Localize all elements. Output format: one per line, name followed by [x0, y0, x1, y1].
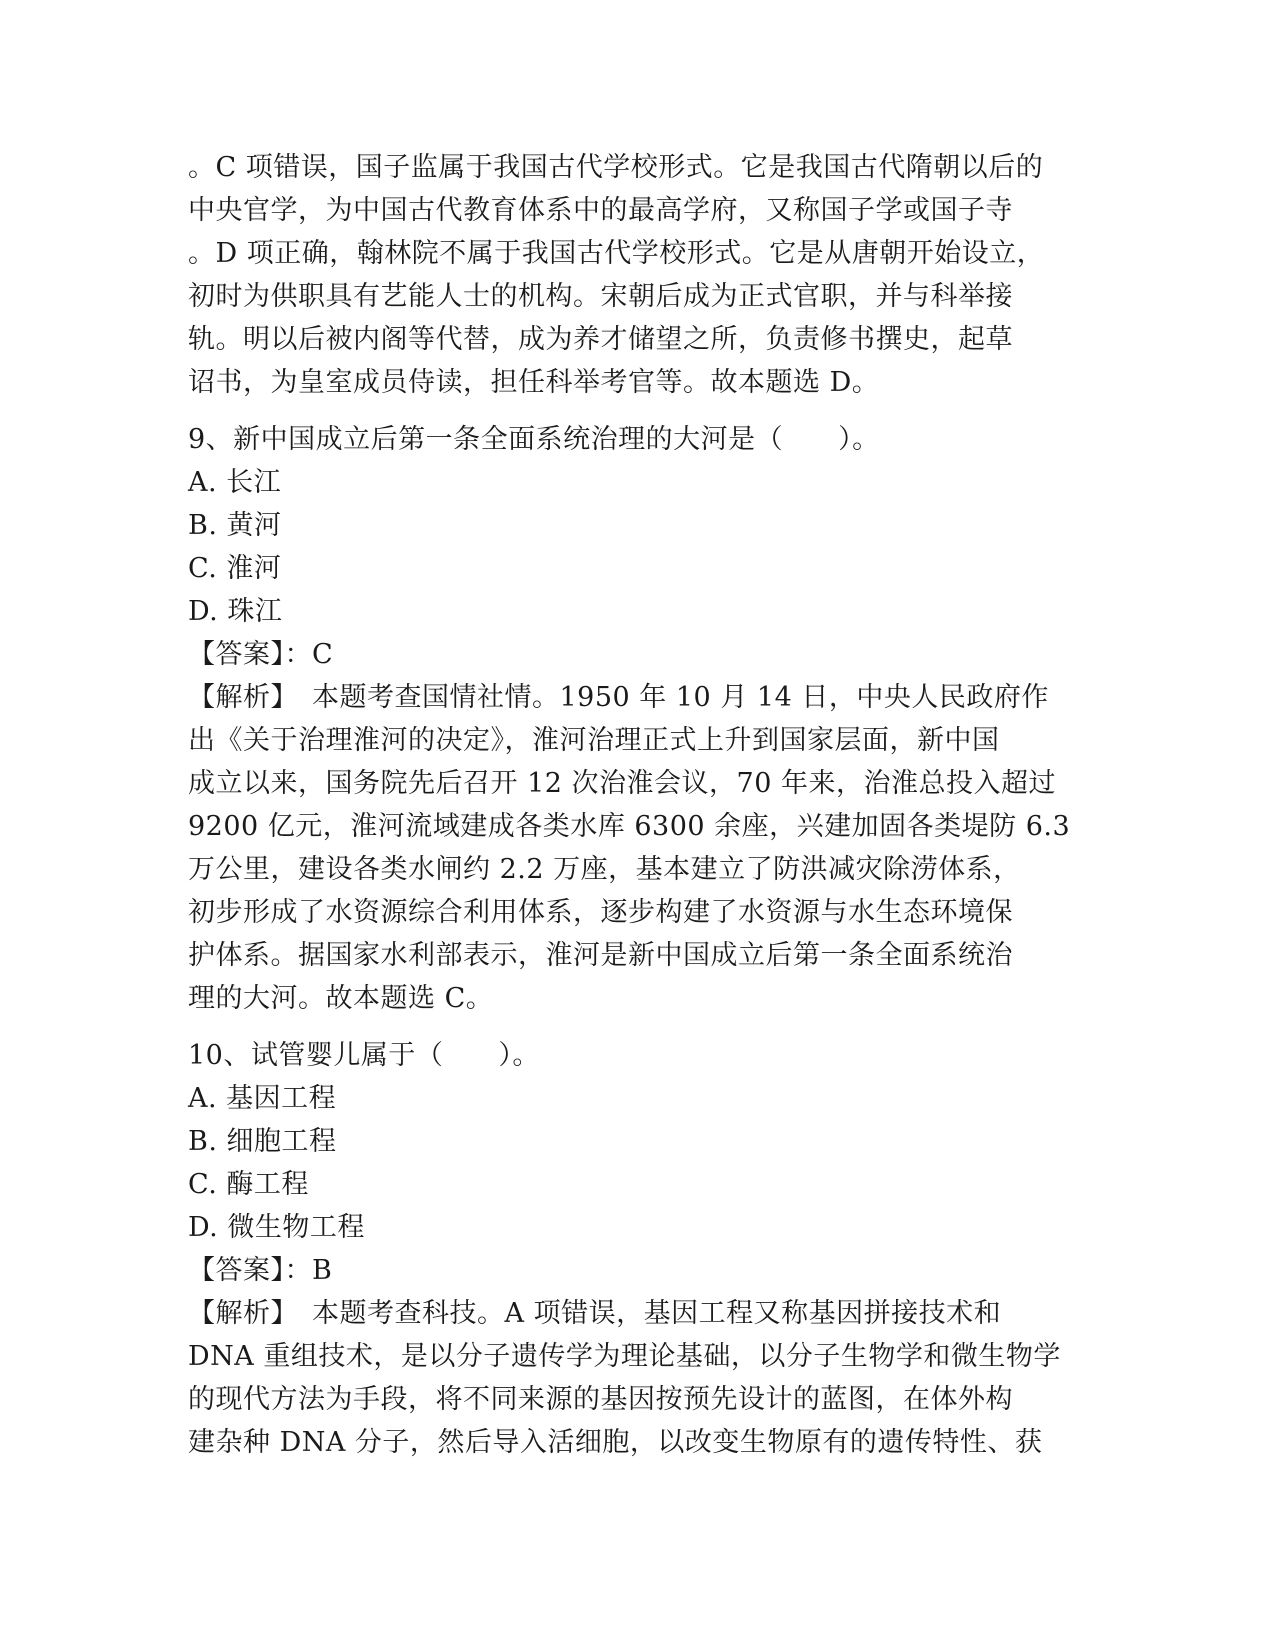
text-line: 。D 项正确，翰林院不属于我国古代学校形式。它是从唐朝开始设立，: [188, 238, 1045, 269]
option-a: A. 长江: [188, 467, 282, 498]
spacer: [188, 1020, 1088, 1034]
text-line: 初步形成了水资源综合利用体系，逐步构建了水资源与水生态环境保: [188, 897, 1013, 928]
option-c: C. 酶工程: [188, 1169, 309, 1200]
document-page: [188, 146, 1088, 1464]
text-line: 9200 亿元，淮河流域建成各类水库 6300 余座，兴建加固各类堤防 6.3: [188, 811, 1071, 842]
spacer: [188, 404, 1088, 418]
question-text: 9、新中国成立后第一条全面系统治理的大河是（ ）。: [188, 424, 880, 455]
text-line: 万公里，建设各类水闸约 2.2 万座，基本建立了防洪减灾除涝体系，: [188, 854, 1021, 885]
option-c: C. 淮河: [188, 553, 282, 584]
answer-line: 【答案】：C: [188, 639, 334, 670]
option-b: B. 黄河: [188, 510, 282, 541]
text-line: 【解析】 本题考查科技。A 项错误，基因工程又称基因拼接技术和: [188, 1298, 1002, 1329]
text-line: 的现代方法为手段，将不同来源的基因按预先设计的蓝图，在体外构: [188, 1384, 1013, 1415]
text-line: 建杂种 DNA 分子，然后导入活细胞，以改变生物原有的遗传特性、获: [188, 1427, 1043, 1458]
previous-explanation: [188, 146, 1088, 404]
text-line: 轨。明以后被内阁等代替，成为养才储望之所，负责修书撰史，起草: [188, 324, 1013, 355]
option-a: A. 基因工程: [188, 1083, 337, 1114]
option-b: B. 细胞工程: [188, 1126, 337, 1157]
question-10: [188, 1034, 1088, 1464]
text-line: 【解析】 本题考查国情社情。1950 年 10 月 14 日，中央人民政府作: [188, 682, 1049, 713]
text-line: 出《关于治理淮河的决定》，淮河治理正式上升到国家层面，新中国: [188, 725, 1000, 756]
text-line: DNA 重组技术，是以分子遗传学为理论基础，以分子生物学和微生物学: [188, 1341, 1061, 1372]
question-text: 10、试管婴儿属于（ ）。: [188, 1040, 540, 1071]
text-line: 中央官学，为中国古代教育体系中的最高学府，又称国子学或国子寺: [188, 195, 1013, 226]
text-line: 理的大河。故本题选 C。: [188, 983, 494, 1014]
text-line: 诏书，为皇室成员侍读，担任科举考官等。故本题选 D。: [188, 367, 880, 398]
option-d: D. 微生物工程: [188, 1212, 365, 1243]
text-line: 护体系。据国家水利部表示，淮河是新中国成立后第一条全面系统治: [188, 940, 1013, 971]
option-d: D. 珠江: [188, 596, 283, 627]
answer-line: 【答案】：B: [188, 1255, 333, 1286]
text-line: 成立以来，国务院先后召开 12 次治淮会议，70 年来，治淮总投入超过: [188, 768, 1056, 799]
text-line: 初时为供职具有艺能人士的机构。宋朝后成为正式官职，并与科举接: [188, 281, 1013, 312]
text-line: 。C 项错误，国子监属于我国古代学校形式。它是我国古代隋朝以后的: [188, 152, 1044, 183]
question-9: [188, 418, 1088, 1020]
